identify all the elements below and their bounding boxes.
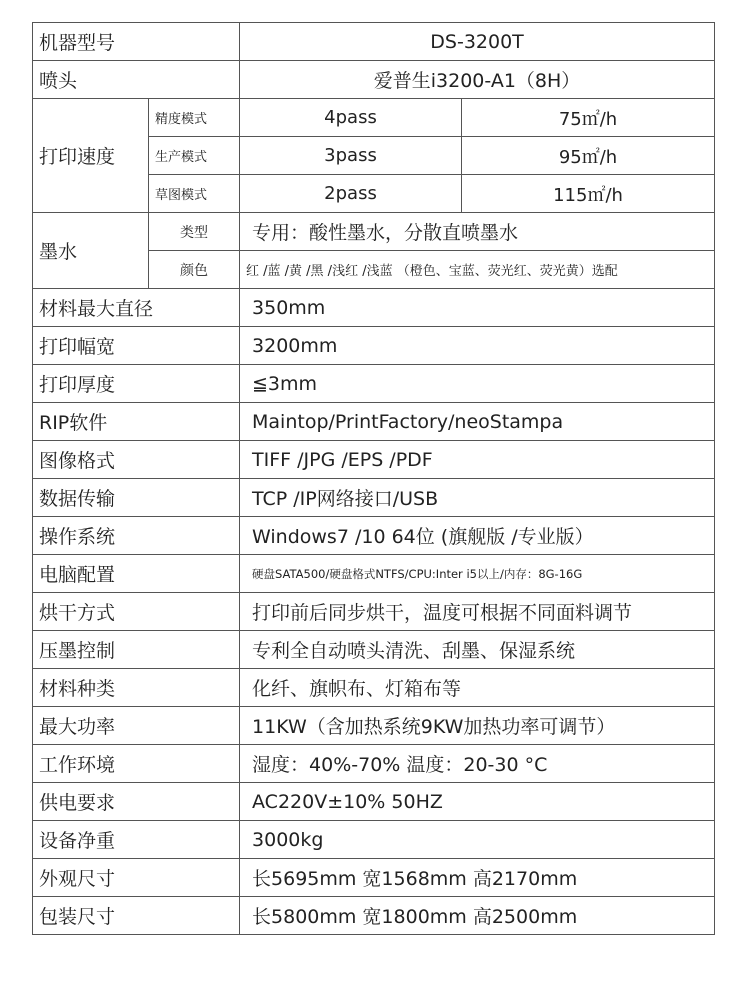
ink-label: 墨水 <box>33 213 149 289</box>
row-label: 包装尺寸 <box>33 897 240 935</box>
row-value: Windows7 /10 64位 (旗舰版 /专业版） <box>240 517 715 555</box>
table-row <box>33 365 715 403</box>
row-label: 设备净重 <box>33 821 240 859</box>
row-label: 材料最大直径 <box>33 289 240 327</box>
table-row <box>33 707 715 745</box>
model-label: 机器型号 <box>33 23 240 61</box>
row-label: 最大功率 <box>33 707 240 745</box>
row-label: 工作环境 <box>33 745 240 783</box>
row-value: AC220V±10% 50HZ <box>240 783 715 821</box>
row-value: 长5800mm 宽1800mm 高2500mm <box>240 897 715 935</box>
ink-type-label: 类型 <box>149 213 240 251</box>
table-row <box>33 821 715 859</box>
row-label: RIP软件 <box>33 403 240 441</box>
table-row <box>33 517 715 555</box>
table-row <box>33 555 715 593</box>
nozzle-value: 爱普生i3200-A1（8H） <box>240 61 715 99</box>
row-value: 硬盘SATA500/硬盘格式NTFS/CPU:Inter i5以上/内存：8G-16G <box>240 555 715 593</box>
speed-label: 打印速度 <box>33 99 149 213</box>
speed-mode-rate: 95㎡/h <box>462 137 715 175</box>
row-label: 供电要求 <box>33 783 240 821</box>
row-label: 图像格式 <box>33 441 240 479</box>
table-row <box>33 669 715 707</box>
speed-mode-pass: 4pass <box>240 99 462 137</box>
ink-type-value: 专用：酸性墨水，分散直喷墨水 <box>240 213 715 251</box>
row-label: 操作系统 <box>33 517 240 555</box>
speed-mode-name: 生产模式 <box>149 137 240 175</box>
table-row <box>33 99 715 137</box>
row-value: 湿度：40%-70% 温度：20-30 °C <box>240 745 715 783</box>
table-row <box>33 783 715 821</box>
table-row <box>33 897 715 935</box>
table-row <box>33 593 715 631</box>
table-row <box>33 213 715 251</box>
table-row <box>33 745 715 783</box>
spec-table <box>32 22 715 935</box>
row-label: 烘干方式 <box>33 593 240 631</box>
speed-mode-pass: 2pass <box>240 175 462 213</box>
table-row <box>33 479 715 517</box>
speed-mode-rate: 75㎡/h <box>462 99 715 137</box>
speed-mode-pass: 3pass <box>240 137 462 175</box>
row-value: 3000kg <box>240 821 715 859</box>
table-row <box>33 631 715 669</box>
row-label: 打印厚度 <box>33 365 240 403</box>
row-label: 压墨控制 <box>33 631 240 669</box>
row-label: 数据传输 <box>33 479 240 517</box>
row-value: 打印前后同步烘干，温度可根据不同面料调节 <box>240 593 715 631</box>
table-row <box>33 23 715 61</box>
ink-color-label: 颜色 <box>149 251 240 289</box>
ink-color-value: 红 /蓝 /黄 /黑 /浅红 /浅蓝 （橙色、宝蓝、荧光红、荧光黄）选配 <box>240 251 715 289</box>
nozzle-label: 喷头 <box>33 61 240 99</box>
speed-mode-name: 草图模式 <box>149 175 240 213</box>
row-value: TCP /IP网络接口/USB <box>240 479 715 517</box>
table-row <box>33 61 715 99</box>
row-value: TIFF /JPG /EPS /PDF <box>240 441 715 479</box>
table-row <box>33 289 715 327</box>
model-value: DS-3200T <box>240 23 715 61</box>
row-value: ≦3mm <box>240 365 715 403</box>
row-label: 外观尺寸 <box>33 859 240 897</box>
table-row <box>33 403 715 441</box>
table-row <box>33 859 715 897</box>
row-value: 化纤、旗帜布、灯箱布等 <box>240 669 715 707</box>
row-value: 350mm <box>240 289 715 327</box>
row-value: Maintop/PrintFactory/neoStampa <box>240 403 715 441</box>
row-label: 材料种类 <box>33 669 240 707</box>
row-value: 11KW（含加热系统9KW加热功率可调节） <box>240 707 715 745</box>
table-row <box>33 441 715 479</box>
speed-mode-name: 精度模式 <box>149 99 240 137</box>
row-value: 专利全自动喷头清洗、刮墨、保湿系统 <box>240 631 715 669</box>
row-label: 电脑配置 <box>33 555 240 593</box>
speed-mode-rate: 115㎡/h <box>462 175 715 213</box>
row-value: 长5695mm 宽1568mm 高2170mm <box>240 859 715 897</box>
row-label: 打印幅宽 <box>33 327 240 365</box>
table-row <box>33 327 715 365</box>
row-value: 3200mm <box>240 327 715 365</box>
